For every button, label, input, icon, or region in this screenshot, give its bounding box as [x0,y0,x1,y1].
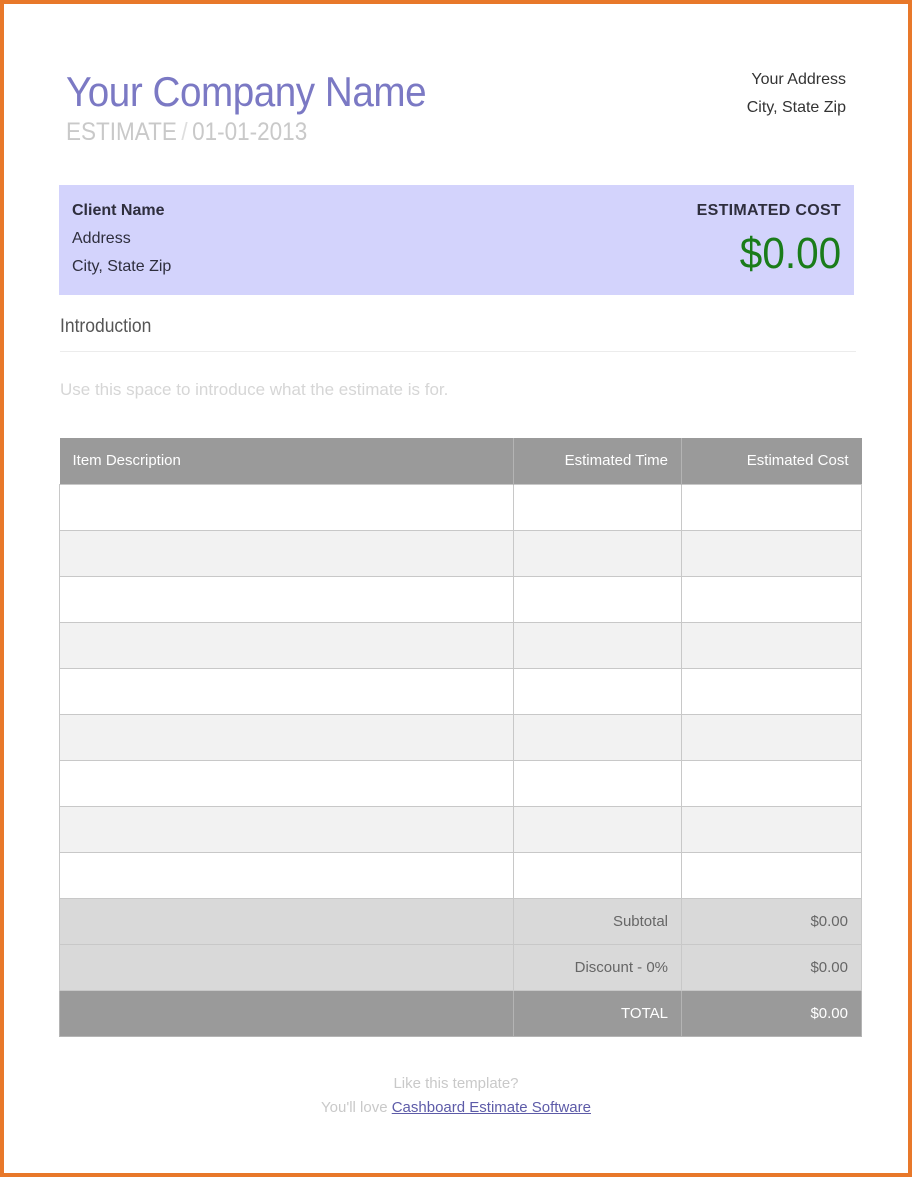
estimated-cost-amount: $0.00 [739,229,841,278]
footer-line-1: Like this template? [393,1075,519,1092]
item-time-cell[interactable] [514,622,682,668]
introduction-heading: Introduction [60,316,152,337]
footer-promo [4,1072,908,1120]
item-time-cell[interactable] [514,806,682,852]
introduction-divider [60,351,856,352]
item-time-cell[interactable] [514,714,682,760]
item-cost-cell[interactable] [682,714,862,760]
company-address [747,66,846,122]
estimated-cost-label: ESTIMATED COST [696,202,841,219]
table-row [60,622,862,668]
discount-value: $0.00 [682,944,862,990]
item-cost-cell[interactable] [682,760,862,806]
total-spacer [60,990,514,1036]
item-description-cell[interactable] [60,668,514,714]
item-time-cell[interactable] [514,852,682,898]
subtotal-value: $0.00 [682,898,862,944]
table-row [60,760,862,806]
item-cost-cell[interactable] [682,622,862,668]
table-header-row [60,438,862,484]
discount-spacer [60,944,514,990]
footer-prefix: You'll love [321,1099,388,1116]
item-cost-cell[interactable] [682,576,862,622]
item-description-cell[interactable] [60,714,514,760]
doc-type-label: ESTIMATE [66,118,177,146]
table-row [60,806,862,852]
address-line-2: City, State Zip [746,99,846,116]
column-header-cost: Estimated Cost [682,438,862,484]
estimate-title-line [66,118,307,147]
client-city-state-zip: City, State Zip [72,258,172,275]
total-label: TOTAL [514,990,682,1036]
item-cost-cell[interactable] [682,484,862,530]
item-cost-cell[interactable] [682,852,862,898]
address-line-1: Your Address [751,71,846,88]
item-description-cell[interactable] [60,484,514,530]
title-separator: / [181,118,188,146]
table-row [60,714,862,760]
item-cost-cell[interactable] [682,668,862,714]
subtotal-spacer [60,898,514,944]
discount-row [60,944,862,990]
subtotal-row [60,898,862,944]
item-cost-cell[interactable] [682,530,862,576]
item-description-cell[interactable] [60,622,514,668]
introduction-text[interactable]: Use this space to introduce what the estimate is for. [60,380,449,399]
item-time-cell[interactable] [514,530,682,576]
total-row [60,990,862,1036]
subtotal-label: Subtotal [514,898,682,944]
item-cost-cell[interactable] [682,806,862,852]
table-row [60,852,862,898]
discount-label: Discount - 0% [514,944,682,990]
total-value: $0.00 [682,990,862,1036]
estimate-date: 01-01-2013 [192,118,308,146]
item-time-cell[interactable] [514,760,682,806]
table-row [60,668,862,714]
client-address: Address [72,230,131,247]
item-description-cell[interactable] [60,852,514,898]
client-band [59,185,854,295]
cashboard-link[interactable]: Cashboard Estimate Software [391,1099,591,1116]
footer-line-2 [4,1096,908,1120]
column-header-time: Estimated Time [514,438,682,484]
item-description-cell[interactable] [60,530,514,576]
item-time-cell[interactable] [514,576,682,622]
column-header-description: Item Description [60,438,514,484]
item-description-cell[interactable] [60,576,514,622]
item-description-cell[interactable] [60,806,514,852]
company-name: Your Company Name [66,68,427,115]
table-row [60,530,862,576]
item-time-cell[interactable] [514,668,682,714]
table-row [60,576,862,622]
item-time-cell[interactable] [514,484,682,530]
client-info [72,197,171,281]
table-row [60,484,862,530]
item-description-cell[interactable] [60,760,514,806]
line-items-table [59,438,862,1037]
client-name: Client Name [72,202,165,219]
